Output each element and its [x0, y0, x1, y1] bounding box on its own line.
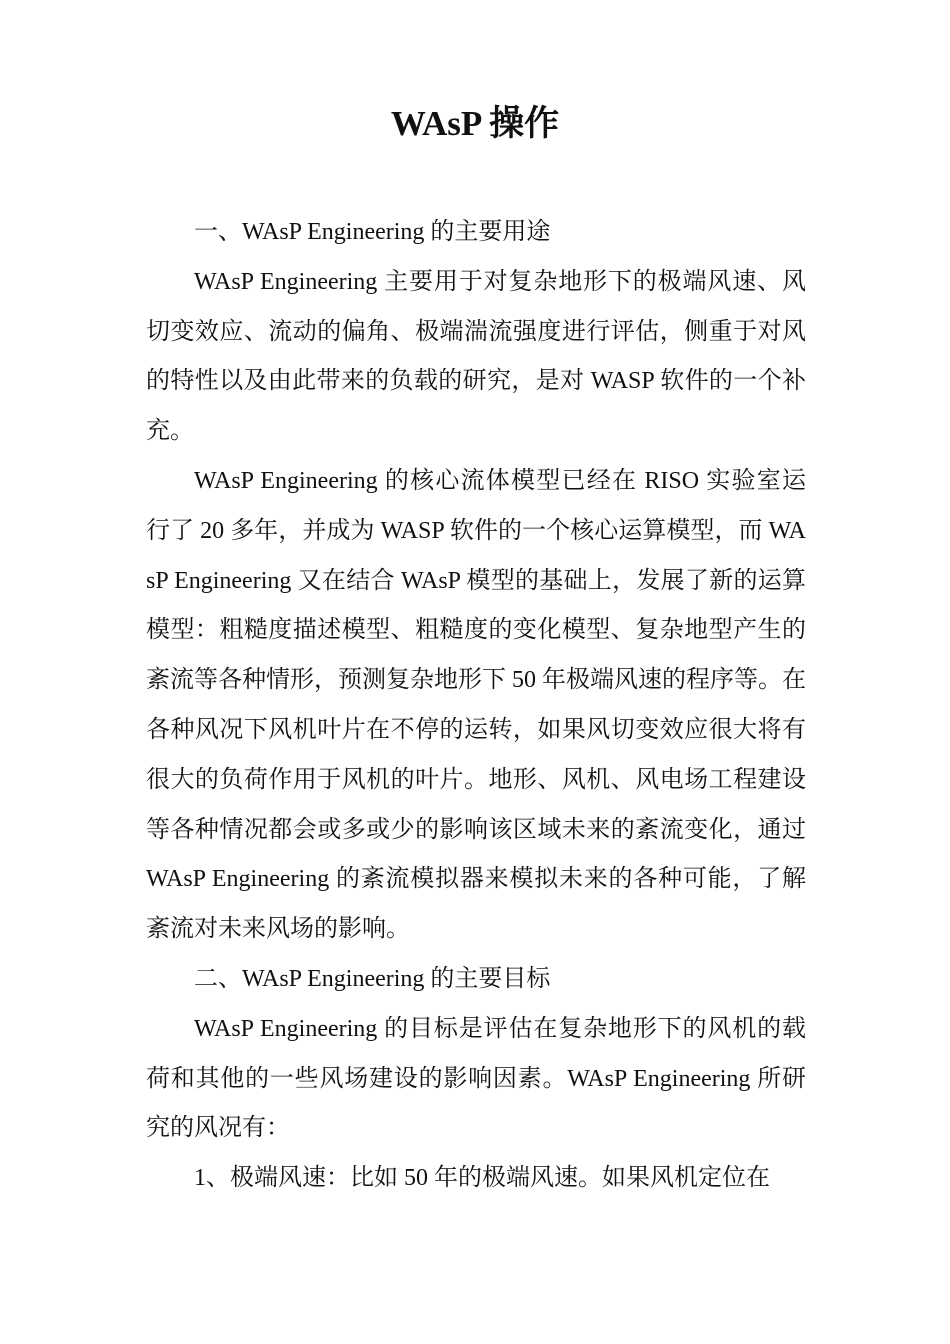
- document-title: WAsP 操作: [390, 104, 560, 143]
- section-heading-usage: 一、WAsP Engineering 的主要用途: [194, 219, 551, 245]
- paragraph-extreme-wind: 1、极端风速：比如 50 年的极端风速。如果风机定位在: [194, 1165, 770, 1192]
- document-body: [146, 208, 806, 1204]
- paragraph-usage-description: WAsP Engineering 主要用于对复杂地形下的极端风速、风切变效应、流动的偏角、极端湍流强度进行评估，侧重于对风的特性以及由此带来的负载的研究，是对 WASP 软件的一个补充。: [146, 268, 806, 445]
- paragraph-core-model: WAsP Engineering 的核心流体模型已经在 RISO 实验室运行了 20 多年，并成为 WASP 软件的一个核心运算模型，而 WAsP Engineering 又在结合 WAsP 模型的基础上，发展了新的运算模型：粗糙度描述模型、粗糙度的变化模型、复杂地型产生的紊流等各种情形，预测复杂地形下 50 年极端风速的程序等。在各种风况下风机叶片在不停的运转，如果风切变效应很大将有很大的负荷作用于风机的叶片。地形、风机、风电场工程建设等各种情况都会或多或少的影响该区域未来的紊流变化，通过 WAsP Engineering 的紊流模拟器来模拟未来的各种可能，了解紊流对未来风场的影响。: [146, 467, 806, 943]
- paragraph-goals-description: WAsP Engineering 的目标是评估在复杂地形下的风机的载荷和其他的一些风场建设的影响因素。WAsP Engineering 所研究的风况有：: [146, 1015, 806, 1142]
- section-heading-goals: 二、WAsP Engineering 的主要目标: [194, 965, 551, 992]
